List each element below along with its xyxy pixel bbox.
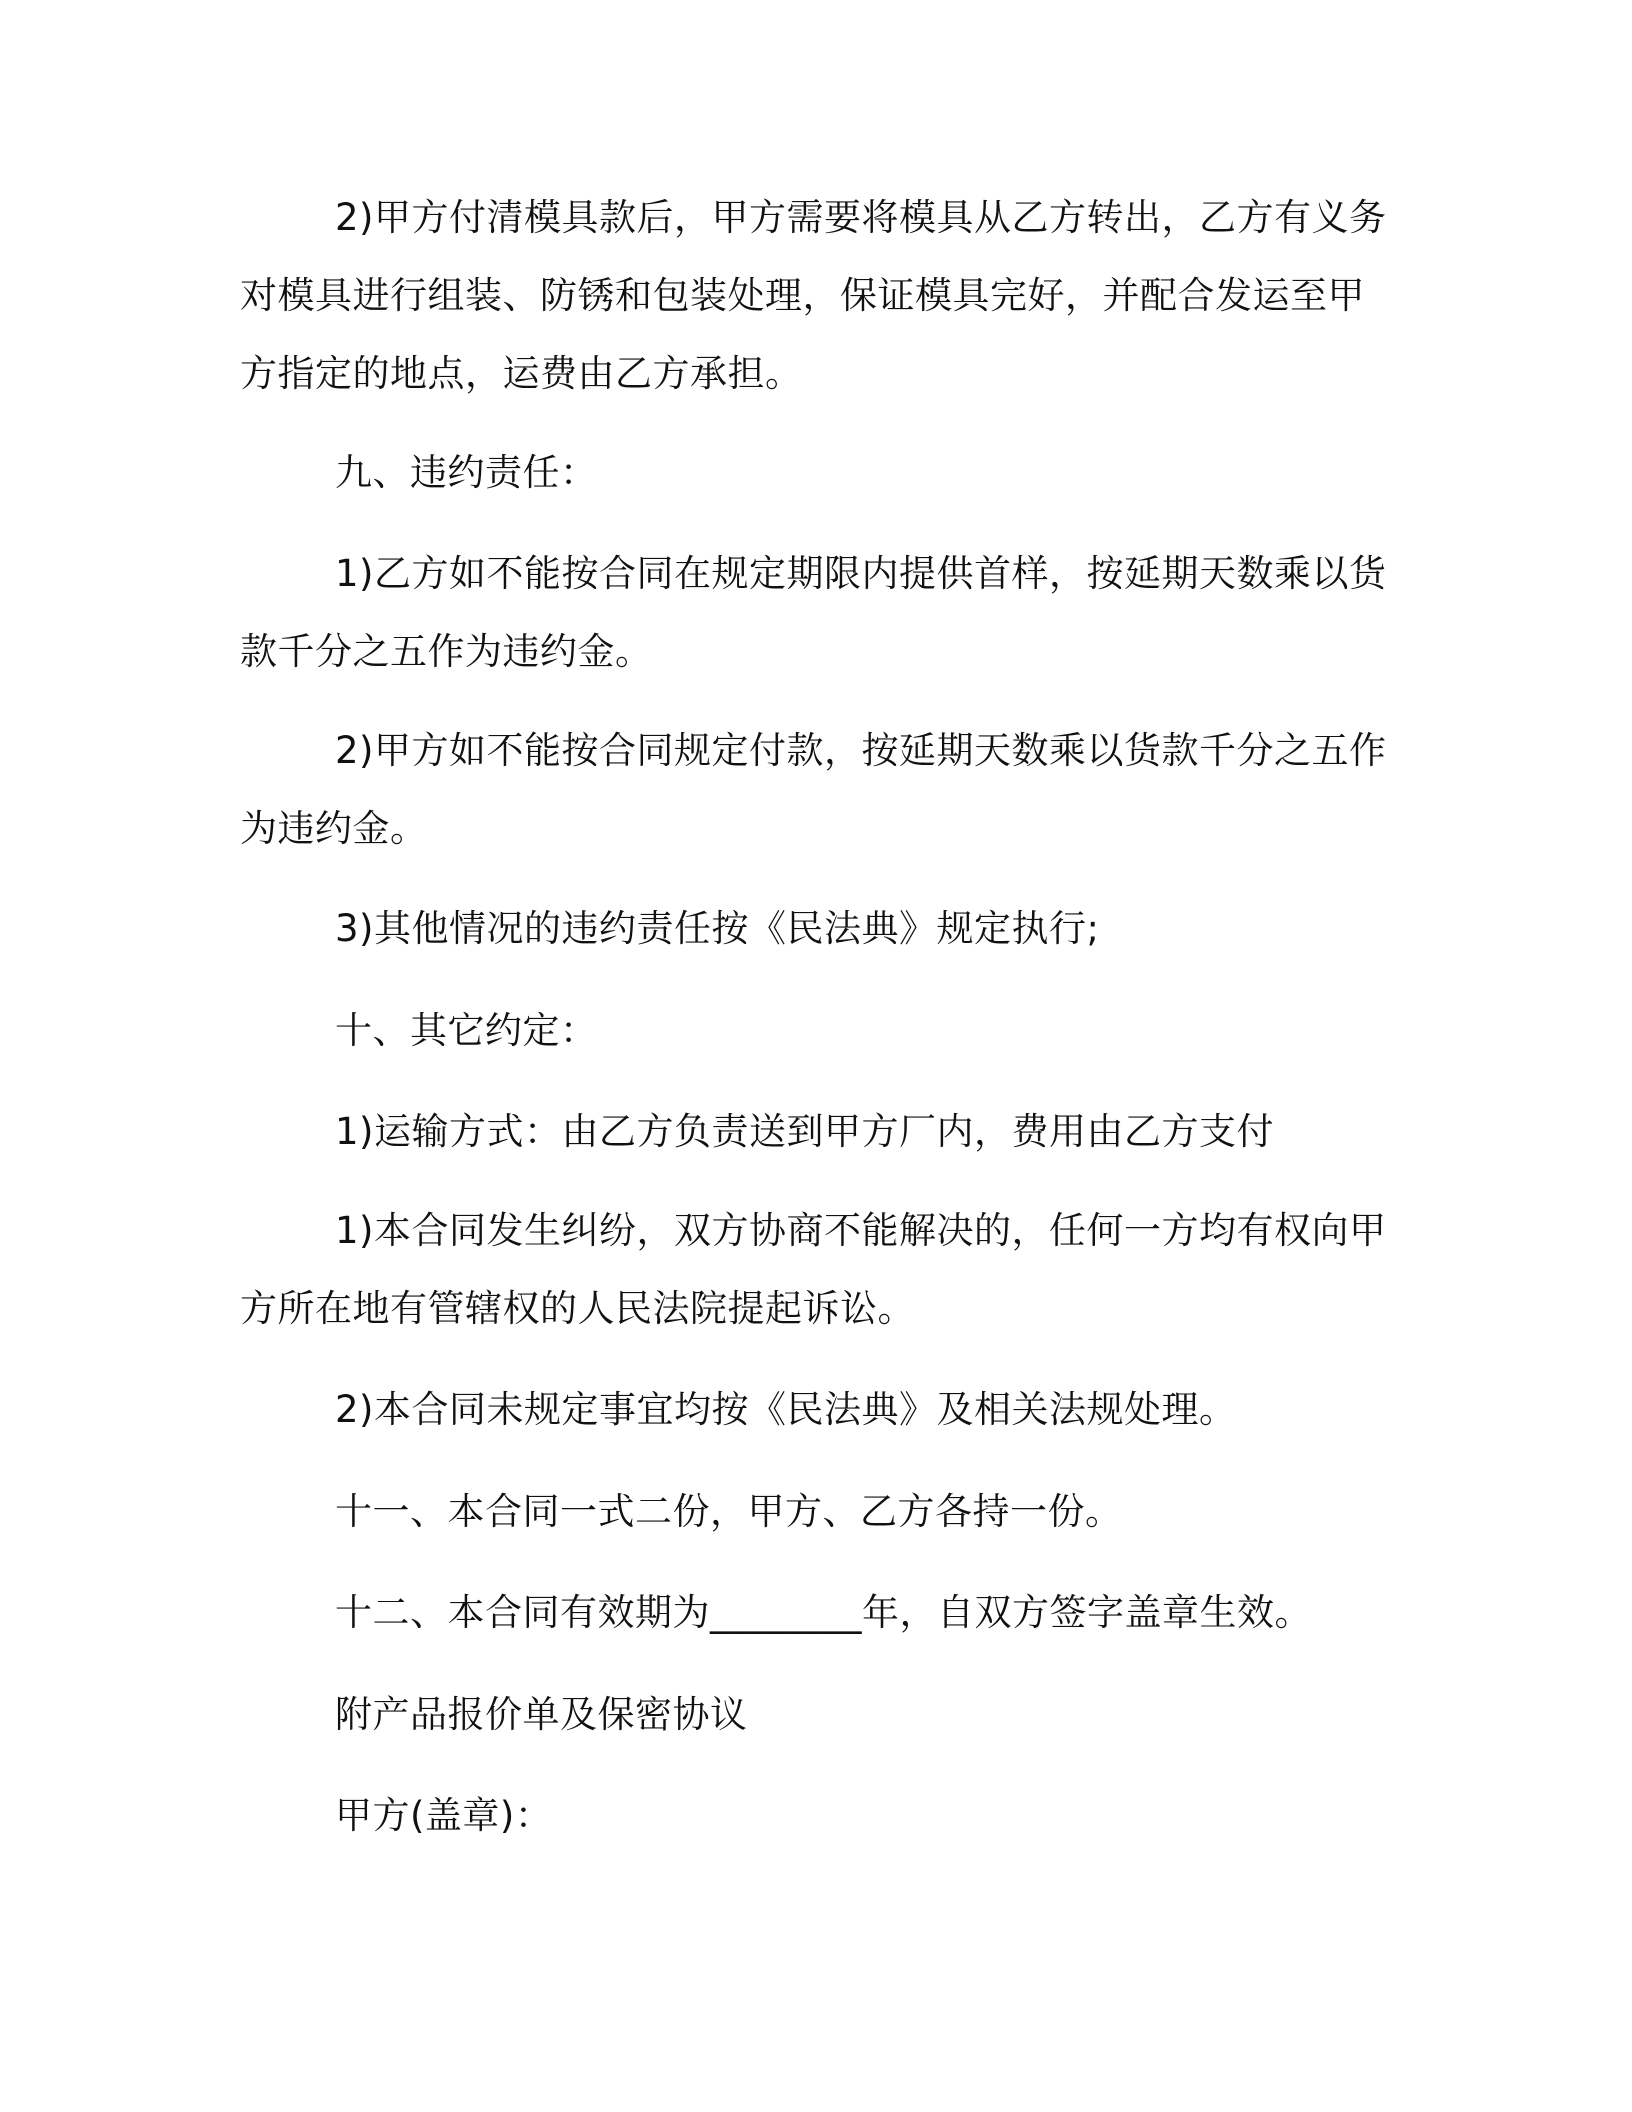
clause-10-1-dispute-line-1: 1)本合同发生纠纷，双方协商不能解决的，任何一方均有权向甲: [335, 1209, 1387, 1252]
clause-9-2-line-2: 为违约金。: [240, 807, 428, 850]
clause-9-1-line-1: 1)乙方如不能按合同在规定期限内提供首样，按延期天数乘以货: [335, 552, 1387, 595]
clause-10-1-transport: 1)运输方式：由乙方负责送到甲方厂内，费用由乙方支付: [335, 1110, 1274, 1153]
section-12: 十二、本合同有效期为________年，自双方签字盖章生效。: [335, 1591, 1312, 1634]
section-10-heading: 十、其它约定：: [335, 1009, 598, 1052]
attachment-note: 附产品报价单及保密协议: [335, 1693, 748, 1736]
party-a-signature-label: 甲方(盖章)：: [335, 1794, 553, 1837]
section-9-heading: 九、违约责任：: [335, 451, 598, 494]
clause-9-3: 3)其他情况的违约责任按《民法典》规定执行;: [335, 907, 1100, 950]
clause-8-2-line-1: 2)甲方付清模具款后，甲方需要将模具从乙方转出，乙方有义务: [335, 196, 1387, 239]
clause-10-2: 2)本合同未规定事宜均按《民法典》及相关法规处理。: [335, 1388, 1237, 1431]
clause-9-1-line-2: 款千分之五作为违约金。: [240, 630, 653, 673]
clause-9-2-line-1: 2)甲方如不能按合同规定付款，按延期天数乘以货款千分之五作: [335, 729, 1387, 772]
section-11: 十一、本合同一式二份，甲方、乙方各持一份。: [335, 1490, 1123, 1533]
clause-8-2-line-3: 方指定的地点，运费由乙方承担。: [240, 352, 803, 395]
clause-8-2-line-2: 对模具进行组装、防锈和包装处理，保证模具完好，并配合发运至甲: [240, 274, 1365, 317]
clause-10-1-dispute-line-2: 方所在地有管辖权的人民法院提起诉讼。: [240, 1287, 915, 1330]
